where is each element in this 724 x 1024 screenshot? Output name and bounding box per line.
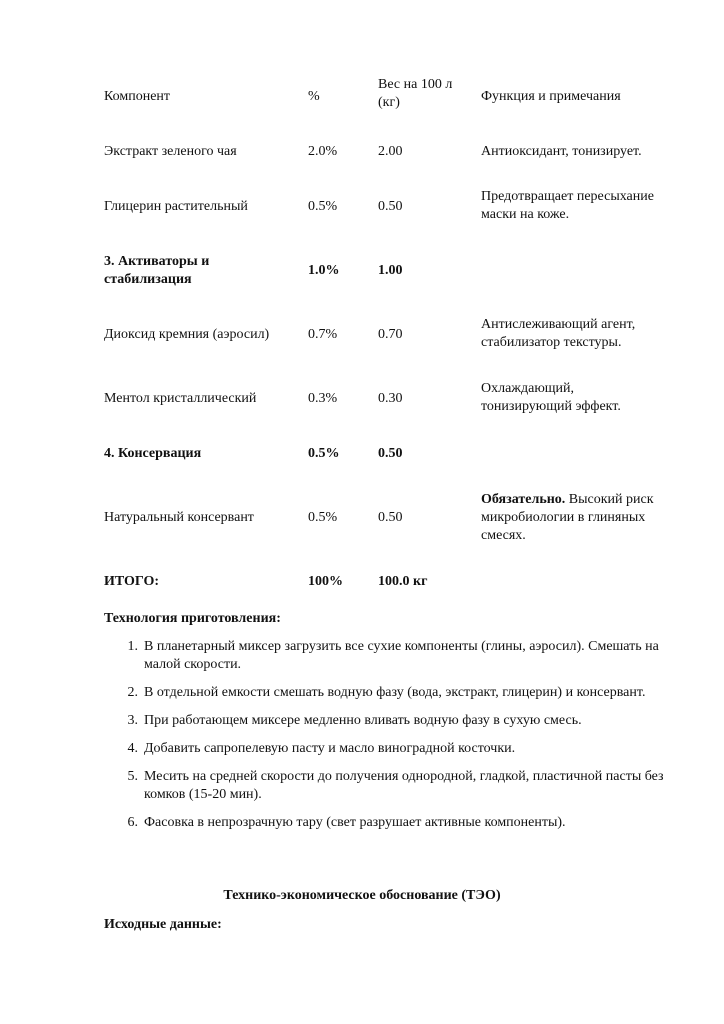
step-number: 4. xyxy=(127,741,138,756)
header-component: Компонент xyxy=(104,89,171,104)
row-weight: 1.00 xyxy=(378,263,403,278)
row-percent: 1.0% xyxy=(308,263,340,278)
step-text: Добавить сапропелевую пасту и масло виноградной косточки. xyxy=(144,741,516,756)
header-function: Функция и примечания xyxy=(481,89,621,104)
total-label: ИТОГО: xyxy=(104,574,160,589)
note-text: Высокий риск микробиологии в глиняных смесях. xyxy=(481,492,654,543)
list-item xyxy=(104,638,679,674)
row-percent: 0.5% xyxy=(308,199,338,214)
row-component: Натуральный консервант xyxy=(104,510,254,525)
step-text: В отдельной емкости смешать водную фазу (вода, экстракт, глицерин) и консервант. xyxy=(144,685,646,700)
step-number: 2. xyxy=(127,685,138,700)
list-item xyxy=(104,712,679,730)
section-heading: 3. Активаторы и стабилизация xyxy=(104,254,210,287)
row-percent: 0.3% xyxy=(308,391,338,406)
row-function: Охлаждающий, тонизирующий эффект. xyxy=(481,381,621,414)
row-component: Глицерин растительный xyxy=(104,199,248,214)
step-text: Фасовка в непрозрачную тару (свет разрушает активные компоненты). xyxy=(144,815,566,830)
row-weight: 0.30 xyxy=(378,391,403,406)
row-weight: 0.50 xyxy=(378,510,403,525)
section-heading: 4. Консервация xyxy=(104,446,202,461)
row-function: Предотвращает пересыхание маски на коже. xyxy=(481,189,654,222)
row-weight: 0.50 xyxy=(378,199,403,214)
total-weight: 100.0 кг xyxy=(378,574,428,589)
row-function xyxy=(481,491,671,545)
emphasis-text: Обязательно. xyxy=(481,492,566,507)
row-function: Антиоксидант, тонизирует. xyxy=(481,144,642,159)
step-text: В планетарный миксер загрузить все сухие компоненты (глины, аэросил). Смешать на малой скорости. xyxy=(144,639,659,672)
step-number: 1. xyxy=(127,639,138,654)
feasibility-subtitle: Исходные данные: xyxy=(104,917,222,932)
row-weight: 2.00 xyxy=(378,144,403,159)
header-weight: Вес на 100 л (кг) xyxy=(378,77,453,110)
row-percent: 0.7% xyxy=(308,327,338,342)
step-number: 6. xyxy=(127,815,138,830)
step-text: Месить на средней скорости до получения однородной, гладкой, пластичной пасты без комков (15-20 мин). xyxy=(144,769,664,802)
row-component: Экстракт зеленого чая xyxy=(104,144,237,159)
technology-title: Технология приготовления: xyxy=(104,611,281,626)
row-weight: 0.70 xyxy=(378,327,403,342)
list-item xyxy=(104,814,679,832)
list-item xyxy=(104,740,679,758)
row-component: Диоксид кремния (аэросил) xyxy=(104,327,270,342)
total-percent: 100% xyxy=(308,574,343,589)
row-function: Антислеживающий агент, стабилизатор текстуры. xyxy=(481,317,636,350)
row-percent: 0.5% xyxy=(308,510,338,525)
list-item xyxy=(104,768,679,804)
header-percent: % xyxy=(308,89,320,104)
list-item xyxy=(104,684,679,702)
row-percent: 0.5% xyxy=(308,446,340,461)
step-text: При работающем миксере медленно вливать водную фазу в сухую смесь. xyxy=(144,713,582,728)
step-number: 3. xyxy=(127,713,138,728)
row-component: Ментол кристаллический xyxy=(104,391,257,406)
technology-steps xyxy=(104,638,679,842)
row-percent: 2.0% xyxy=(308,144,338,159)
step-number: 5. xyxy=(127,769,138,784)
row-weight: 0.50 xyxy=(378,446,403,461)
feasibility-title: Технико-экономическое обоснование (ТЭО) xyxy=(223,888,501,903)
